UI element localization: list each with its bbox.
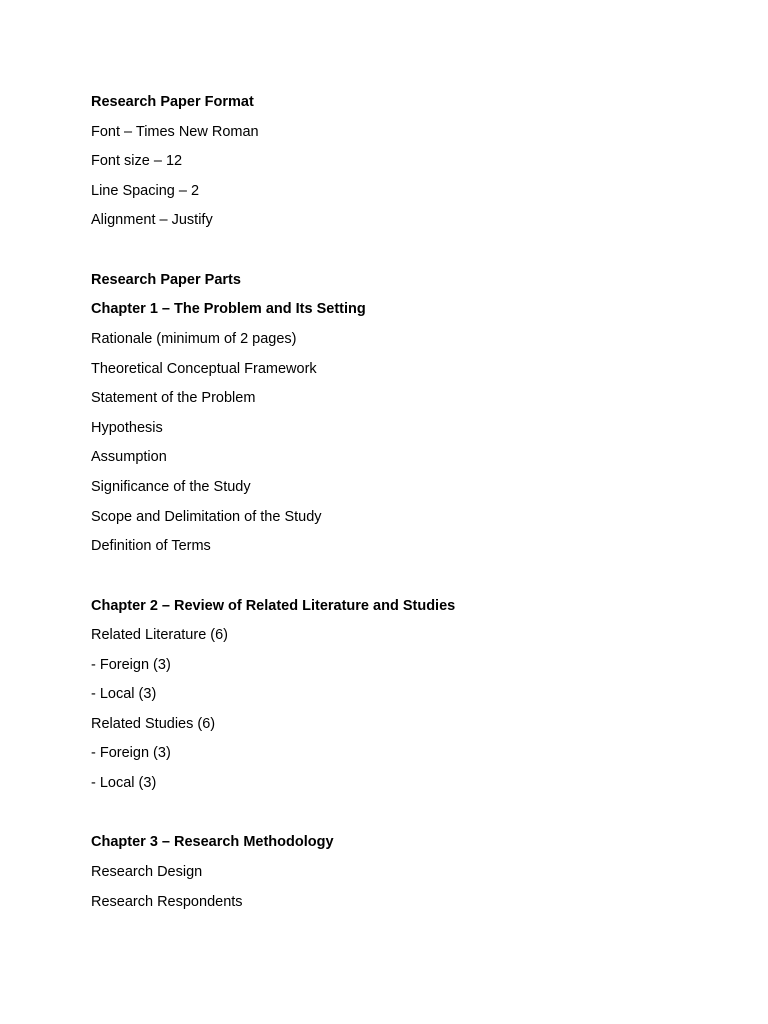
chapter-1-item: Significance of the Study — [91, 479, 251, 495]
chapter-2-heading: Chapter 2 – Review of Related Literature and Studies — [91, 598, 456, 614]
chapter-1-item: Hypothesis — [91, 420, 163, 436]
chapter-3-heading: Chapter 3 – Research Methodology — [91, 834, 334, 850]
format-item: Font – Times New Roman — [91, 124, 259, 140]
format-item: Line Spacing – 2 — [91, 183, 200, 199]
chapter-1-item: Theoretical Conceptual Framework — [91, 361, 317, 377]
format-item: Font size – 12 — [91, 153, 183, 169]
format-heading: Research Paper Format — [91, 94, 254, 110]
chapter-2-item: Related Studies (6) — [91, 716, 216, 732]
format-item: Alignment – Justify — [91, 212, 213, 228]
chapter-1-item: Scope and Delimitation of the Study — [91, 509, 322, 525]
chapter-2-item: - Foreign (3) — [91, 745, 171, 761]
chapter-3-item: Research Respondents — [91, 894, 243, 910]
chapter-2-item: - Foreign (3) — [91, 657, 171, 673]
chapter-2-item: - Local (3) — [91, 686, 157, 702]
parts-heading: Research Paper Parts — [91, 272, 241, 288]
chapter-2-item: - Local (3) — [91, 775, 157, 791]
chapter-1-item: Definition of Terms — [91, 538, 211, 554]
chapter-3-item: Research Design — [91, 864, 203, 880]
chapter-1-item: Assumption — [91, 449, 167, 465]
chapter-1-item: Statement of the Problem — [91, 390, 256, 406]
chapter-1-heading: Chapter 1 – The Problem and Its Setting — [91, 301, 366, 317]
chapter-2-item: Related Literature (6) — [91, 627, 229, 643]
chapter-1-item: Rationale (minimum of 2 pages) — [91, 331, 297, 347]
